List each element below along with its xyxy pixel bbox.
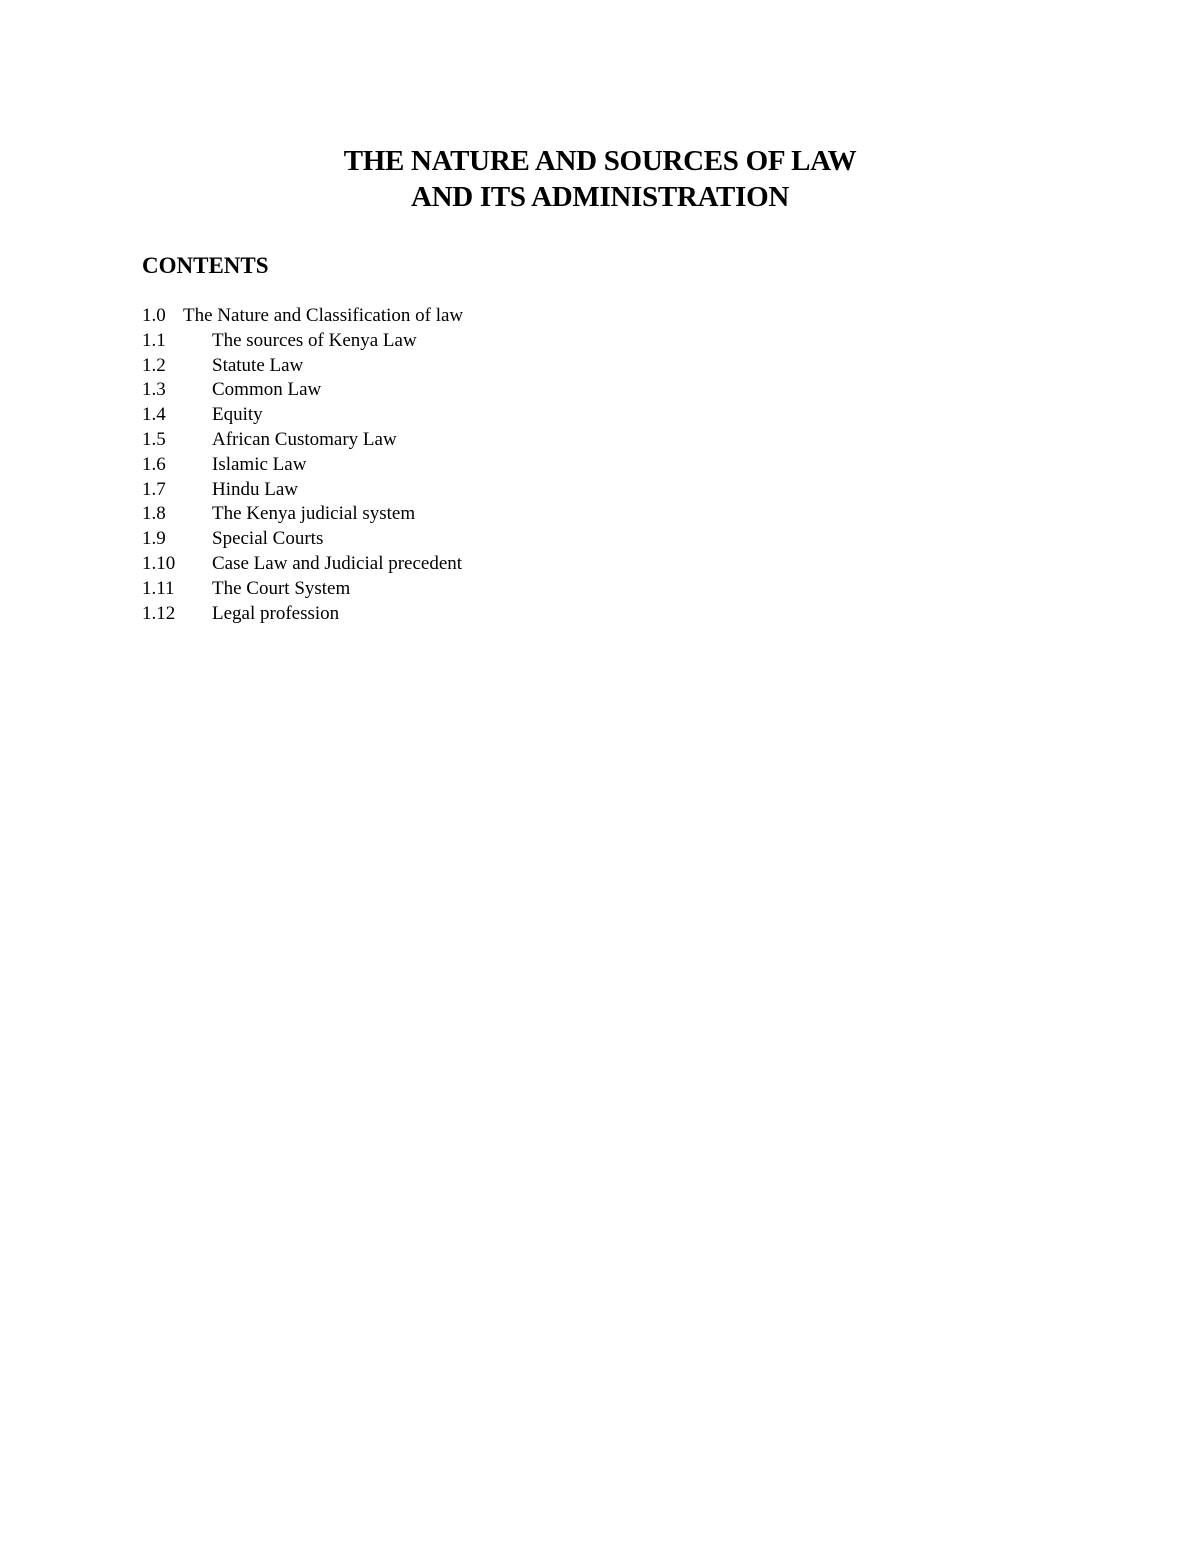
toc-entry (142, 403, 742, 428)
toc-entry-number: 1.1 (142, 329, 166, 351)
toc-entry-number: 1.3 (142, 379, 166, 401)
toc-entry-title: Islamic Law (212, 453, 307, 475)
title-line-1: THE NATURE AND SOURCES OF LAW (343, 145, 857, 177)
toc-entry-number: 1.4 (142, 404, 166, 426)
toc-entry-number: 1.11 (142, 577, 175, 599)
toc-entry (142, 552, 742, 577)
title-line-2: AND ITS ADMINISTRATION (411, 181, 789, 213)
toc-entry-number: 1.9 (142, 528, 166, 550)
toc-entry-number: 1.12 (142, 602, 176, 624)
toc-entry-title: Equity (212, 404, 263, 426)
toc-entry-title: The sources of Kenya Law (212, 329, 417, 351)
toc-entry (142, 354, 742, 379)
toc-entry-number: 1.6 (142, 453, 166, 475)
toc-entry (142, 453, 742, 478)
toc-entry-title: Legal profession (212, 602, 340, 624)
toc-entry-number: 1.7 (142, 478, 166, 500)
toc-entry (142, 378, 742, 403)
table-of-contents (142, 304, 742, 626)
toc-entry (142, 428, 742, 453)
toc-entry-title: Special Courts (212, 528, 324, 550)
toc-entry (142, 577, 742, 602)
toc-entry-title: The Nature and Classification of law (183, 305, 464, 326)
toc-entry-title: The Court System (212, 577, 351, 599)
toc-entry (142, 304, 742, 329)
toc-entry (142, 602, 742, 627)
toc-entry-title: Common Law (212, 379, 322, 401)
toc-entry-title: Case Law and Judicial precedent (212, 552, 463, 574)
toc-entry-number: 1.0 (142, 305, 166, 326)
toc-entry-title: Statute Law (212, 354, 304, 376)
toc-entry (142, 329, 742, 354)
contents-heading: CONTENTS (142, 253, 269, 278)
toc-entry-number: 1.8 (142, 503, 166, 525)
toc-entry-title: African Customary Law (212, 428, 397, 450)
toc-entry-title: The Kenya judicial system (212, 503, 416, 525)
toc-entry-number: 1.2 (142, 354, 166, 376)
toc-entry-number: 1.10 (142, 552, 176, 574)
toc-entry (142, 527, 742, 552)
toc-entry (142, 502, 742, 527)
toc-entry-number: 1.5 (142, 428, 166, 450)
toc-entry (142, 478, 742, 503)
document-title (0, 143, 1200, 215)
toc-entry-title: Hindu Law (212, 478, 299, 500)
